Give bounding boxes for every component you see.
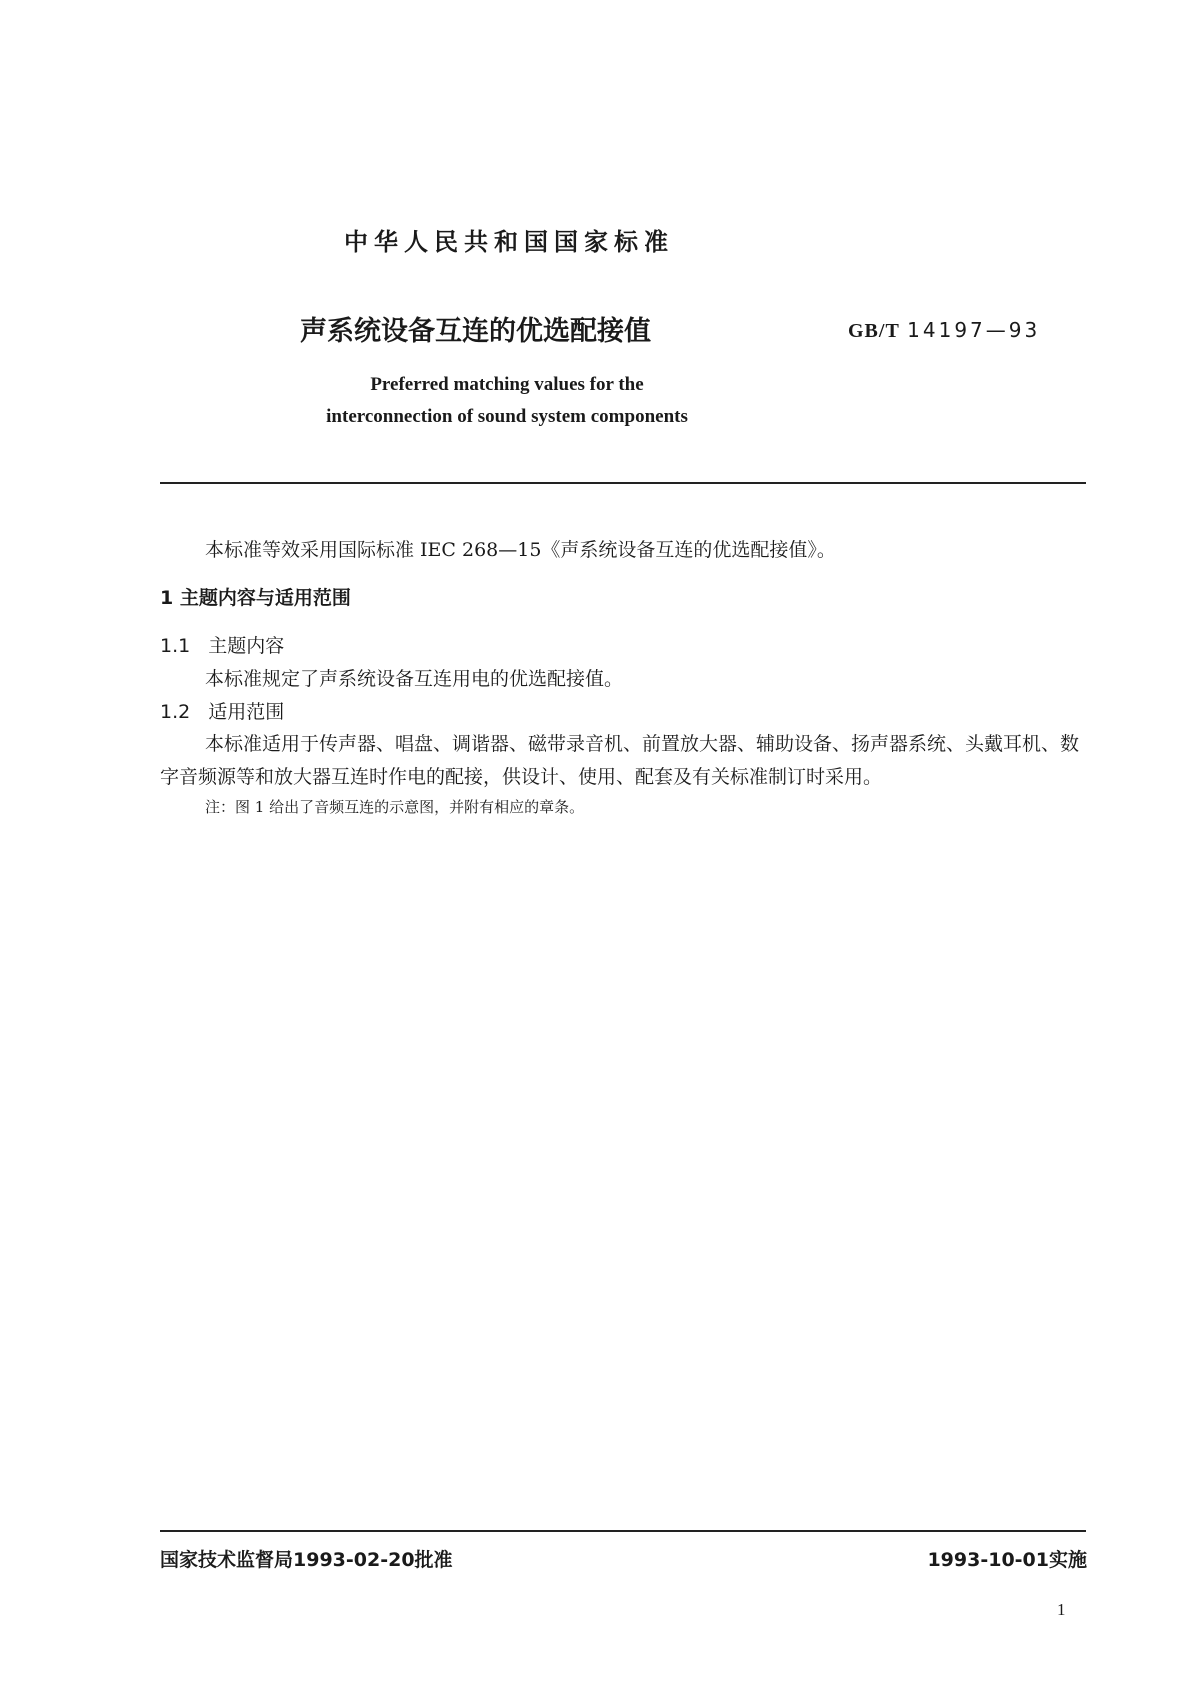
implementation-date: 1993-10-01实施: [927, 1549, 1087, 1571]
section-1-2-text-line1: 本标准适用于传声器、唱盘、调谐器、磁带录音机、前置放大器、辅助设备、扬声器系统、头戴耳机、数: [205, 733, 1080, 755]
note-text: 注：图 1 给出了音频互连的示意图，并附有相应的章条。: [205, 798, 585, 816]
section-1-2-number: 1.2: [160, 701, 191, 723]
section-1-2-heading: [160, 697, 284, 724]
section-1-2-title: 适用范围: [208, 701, 285, 723]
standard-code-number: 14197—93: [907, 318, 1041, 342]
intro-paragraph: 本标准等效采用国际标准 IEC 268—15《声系统设备互连的优选配接值》。: [205, 539, 836, 561]
standard-code-prefix: GB/T: [848, 320, 900, 342]
approval-date: 国家技术监督局1993-02-20批准: [160, 1549, 453, 1571]
section-1-2-text-line2: 字音频源等和放大器互连时作电的配接，供设计、使用、配套及有关标准制订时采用。: [160, 766, 883, 788]
section-1-1-text: 本标准规定了声系统设备互连用电的优选配接值。: [205, 668, 624, 690]
national-standard-title: 中华人民共和国国家标准: [344, 228, 674, 256]
document-title-en-line1: Preferred matching values for the: [370, 374, 644, 395]
section-1-1-title: 主题内容: [208, 635, 285, 657]
footer-divider: [160, 1530, 1086, 1532]
page-number: 1: [1057, 1600, 1066, 1619]
section-1-heading: 1 主题内容与适用范围: [160, 587, 351, 609]
standard-code: [848, 318, 1040, 343]
section-1-1-number: 1.1: [160, 635, 191, 657]
section-1-1-heading: [160, 631, 284, 658]
document-title-en-line2: interconnection of sound system components: [326, 406, 688, 427]
document-title-cn: 声系统设备互连的优选配接值: [300, 316, 651, 347]
header-divider: [160, 482, 1086, 484]
